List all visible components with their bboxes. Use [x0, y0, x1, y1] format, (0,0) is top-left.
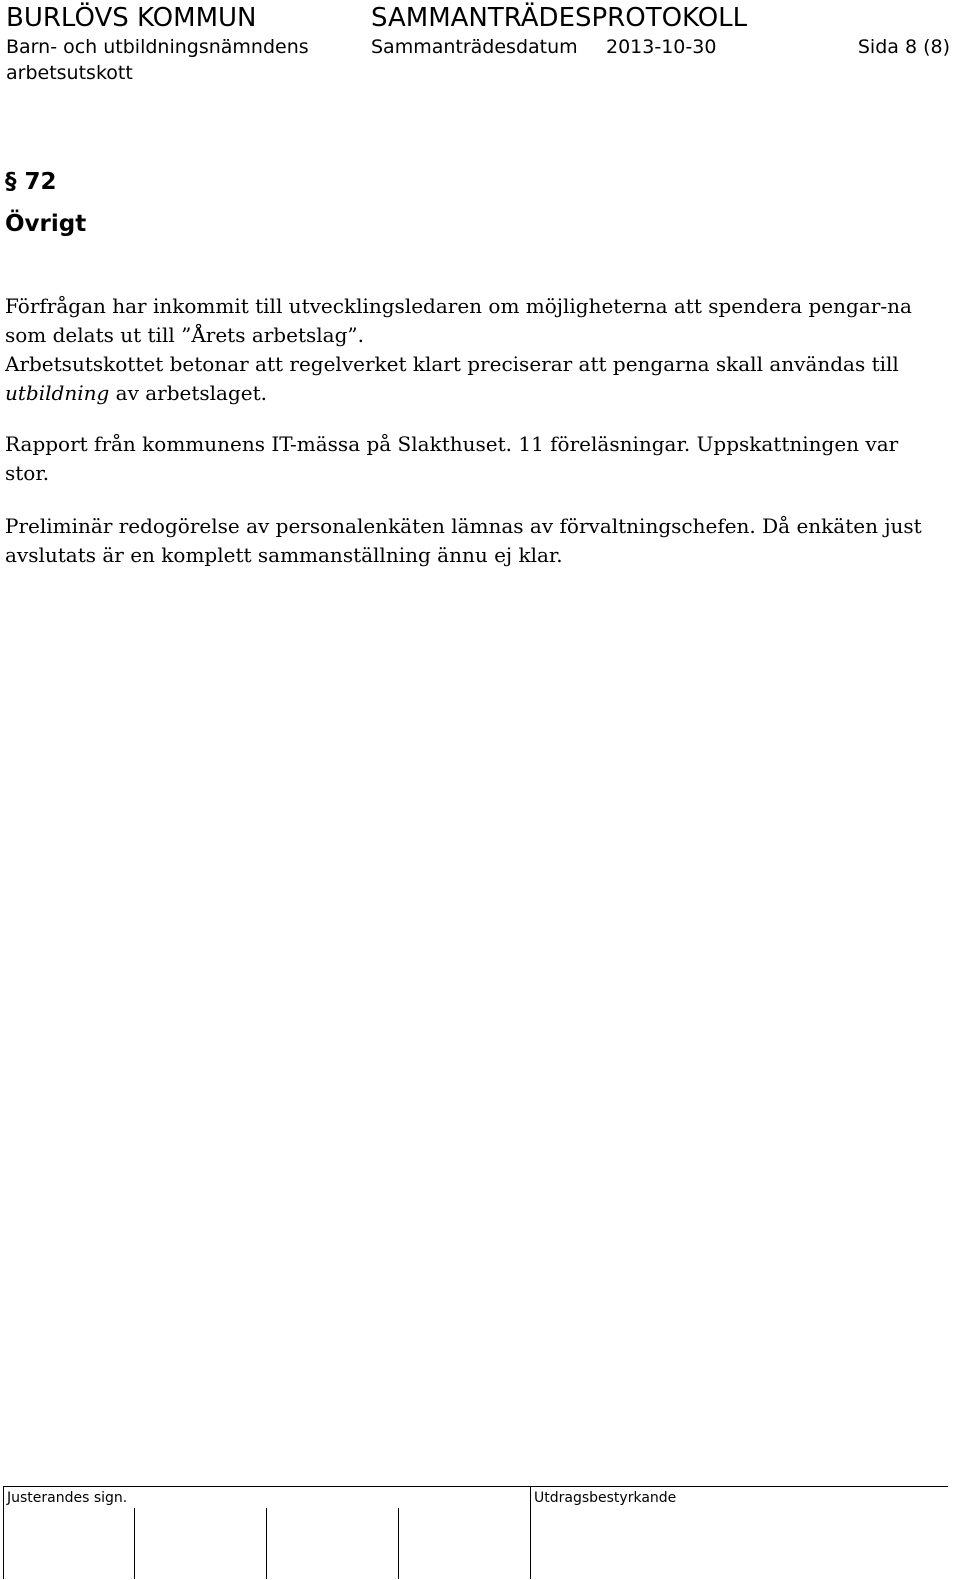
paragraph-1-text: Arbetsutskottet betonar att regelverket klart preciserar att pengarna skall användas till: [5, 352, 899, 376]
extract-certification-label: Utdragsbestyrkande: [534, 1490, 677, 1506]
paragraph-1-emphasis: utbildning: [5, 381, 110, 405]
paragraph-2: [5, 430, 935, 488]
signature-cell-divider: [398, 1508, 399, 1579]
table-section-divider: [530, 1487, 531, 1579]
paragraph-1-sentence-1: Förfrågan har inkommit till utvecklingsledaren om möjligheterna att spendera pengar-na som delats ut till ”Årets arbetslag”.: [5, 294, 912, 347]
signature-cell-divider: [134, 1508, 135, 1579]
adjusters-sign-label: Justerandes sign.: [7, 1490, 128, 1506]
municipality-name: BURLÖVS KOMMUN: [6, 3, 257, 33]
section-title: Övrigt: [5, 211, 87, 237]
section-number-value: 72: [24, 169, 57, 195]
paragraph-1: [5, 292, 935, 408]
signature-cell-divider: [266, 1508, 267, 1579]
paragraph-3-text: Preliminär redogörelse av personalenkäten lämnas av förvaltningschefen. Då enkäten just avslutats är en komplett sammanställning ännu ej klar.: [5, 514, 922, 567]
paragraph-1-sentence-2: [5, 350, 935, 408]
paragraph-3: [5, 512, 935, 570]
meeting-date: 2013-10-30: [606, 36, 717, 58]
section-number: [5, 168, 57, 196]
meeting-date-label: Sammanträdesdatum: [371, 36, 578, 58]
committee-name-line1: Barn- och utbildningsnämndens: [6, 36, 309, 58]
committee-name-line2: arbetsutskott: [6, 62, 133, 84]
signature-table: [3, 1486, 948, 1579]
paragraph-2-text: Rapport från kommunens IT-mässa på Slakthuset. 11 föreläsningar. Uppskattningen var stor.: [5, 432, 899, 485]
page-number: Sida 8 (8): [857, 36, 950, 58]
document-type: SAMMANTRÄDESPROTOKOLL: [371, 3, 748, 33]
paragraph-symbol: §: [5, 169, 17, 195]
table-border-left: [3, 1487, 4, 1579]
paragraph-1-tail: av arbetslaget.: [115, 381, 267, 405]
